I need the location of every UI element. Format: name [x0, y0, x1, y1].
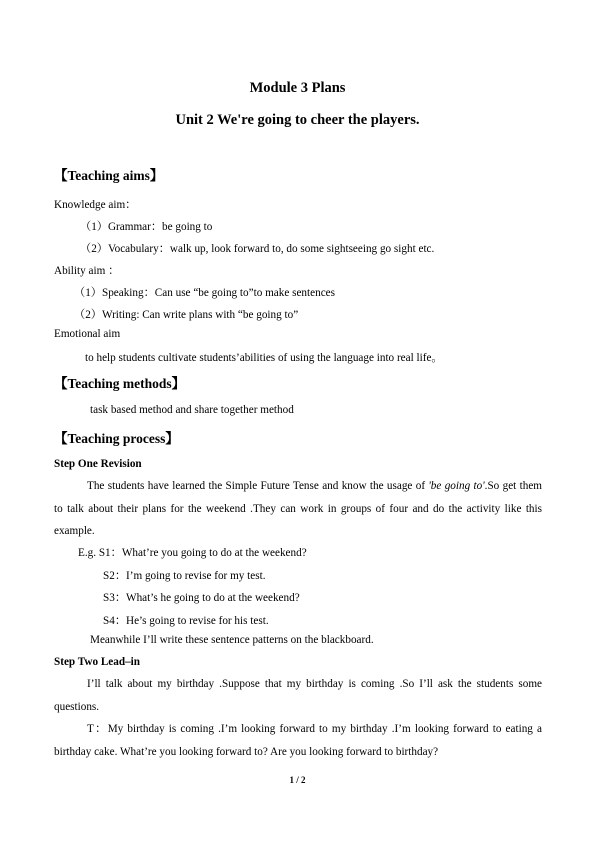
meanwhile-text: Meanwhile I’ll write these sentence patterns on the blackboard.	[90, 634, 374, 646]
step-one-paragraph	[54, 475, 542, 543]
page-number: 1 / 2	[289, 775, 306, 785]
step-one-text-start: The students have learned the Simple Future Tense and know the usage of	[87, 480, 429, 492]
teaching-aims-heading: 【Teaching aims】	[54, 168, 164, 183]
step-two-paragraph-2: T：My birthday is coming .I’m looking forward to my birthday .I’m looking forward to eating a birthday cake. What’re you looking forward to? Are you looking forward to birthday?	[54, 723, 542, 758]
example-s3: S3：What’s he going to do at the weekend?	[103, 592, 300, 604]
emotional-aim-label: Emotional aim	[54, 328, 121, 340]
grammar-item: （1）Grammar：be going to	[80, 221, 213, 233]
example-s2: S2：I’m going to revise for my test.	[103, 570, 266, 582]
speaking-item: （1）Speaking：Can use “be going to”to make sentences	[74, 287, 335, 299]
step-one-text-end: .So get them to talk about their plans for the weekend .They can work in groups of four and do the activity like this example.	[54, 480, 542, 537]
emotional-aim-text: to help students cultivate students’abilities of using the language into real life。	[85, 352, 443, 364]
example-s1: E.g. S1：What’re you going to do at the weekend?	[78, 547, 307, 559]
vocabulary-item: （2）Vocabulary：walk up, look forward to, do some sightseeing go sight etc.	[80, 243, 435, 255]
step-one-italic-term: 'be going to'	[428, 480, 485, 492]
ability-aim-label: Ability aim ：	[54, 265, 120, 277]
teaching-methods-text: task based method and share together method	[90, 404, 294, 416]
unit-title: Unit 2 We're going to cheer the players.	[175, 112, 420, 128]
step-one-title: Step One Revision	[54, 458, 142, 470]
teaching-methods-heading: 【Teaching methods】	[54, 376, 186, 391]
step-two-title: Step Two Lead–in	[54, 656, 140, 668]
knowledge-aim-label: Knowledge aim：	[54, 199, 137, 211]
teaching-process-heading: 【Teaching process】	[54, 431, 179, 446]
module-title: Module 3 Plans	[249, 80, 346, 96]
writing-item: （2）Writing: Can write plans with “be going to”	[74, 309, 299, 321]
example-s4: S4：He’s going to revise for his test.	[103, 615, 269, 627]
step-two-paragraph-1: I’ll talk about my birthday .Suppose that my birthday is coming .So I’ll ask the students some questions.	[54, 678, 542, 713]
